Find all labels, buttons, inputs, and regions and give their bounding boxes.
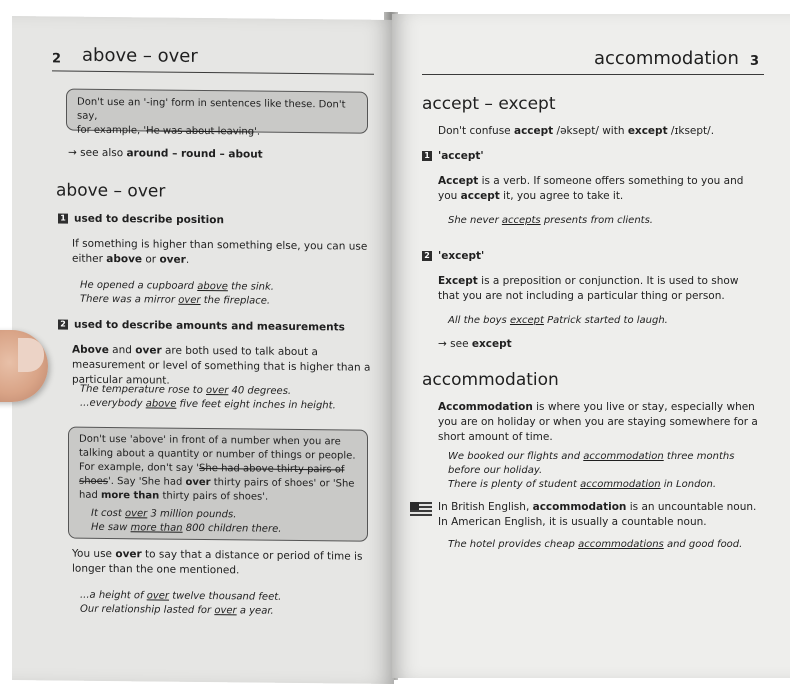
right-page	[392, 14, 790, 678]
body-text	[438, 174, 758, 204]
text: in London.	[660, 479, 717, 490]
keyword: accommodation	[583, 451, 664, 462]
note-text: Don't use 'above' in front of a number when you are talking about a quantity or number of things or people. For example, don't say '	[79, 433, 356, 474]
keyword: accept	[460, 190, 500, 202]
text: and good food.	[663, 539, 743, 550]
text: Don't confuse	[438, 125, 514, 137]
text: it, you agree to take it.	[499, 190, 624, 202]
text: The temperature rose to	[80, 383, 207, 397]
arrow-icon: →	[68, 146, 77, 159]
text: or	[142, 253, 160, 266]
text: is a preposition or conjunction. It is used to show that you are not including a particular thing or person.	[438, 275, 739, 302]
text: the fireplace.	[200, 294, 271, 307]
see-also-label: see also	[80, 146, 127, 160]
keyword: accept	[513, 125, 554, 137]
entry-heading: above – over	[56, 180, 166, 202]
entry-heading: accept – except	[422, 94, 556, 114]
header-rule	[52, 70, 374, 74]
regional-note	[438, 500, 768, 530]
note-text: thirty pairs of shoes' or 'She had	[79, 477, 355, 501]
keyword: over	[178, 294, 201, 306]
text: All the boys	[448, 315, 510, 326]
header-rule	[422, 74, 764, 75]
page-number: 2	[52, 51, 62, 67]
keyword: except	[509, 315, 544, 326]
body-text	[438, 400, 764, 445]
us-flag-icon	[410, 502, 432, 516]
text: It cost	[91, 507, 125, 520]
example	[448, 314, 668, 328]
text: /ɪksept/.	[667, 125, 715, 137]
keyword: Above	[72, 343, 109, 357]
text: 40 degrees.	[228, 385, 292, 397]
text: In American English, it is usually a countable noun.	[438, 516, 707, 528]
text: You use	[72, 547, 116, 561]
note-text: for example, '	[77, 124, 147, 137]
text: are both used to talk about a measurement or level of something that is higher than a particular amount.	[72, 344, 371, 387]
example	[448, 450, 758, 492]
section-heading	[58, 318, 345, 333]
text: We booked our flights and	[448, 451, 584, 462]
text: the sink.	[227, 281, 274, 293]
keyword: above	[197, 280, 228, 293]
note-text: '.	[254, 126, 261, 138]
text: is a verb. If someone offers something to you and you	[438, 175, 744, 202]
text: /əksept/ with	[553, 125, 628, 137]
text: Patrick started to laugh.	[543, 315, 668, 326]
wrong-example: He was about leaving	[146, 125, 255, 138]
keyword: Accommodation	[438, 401, 533, 413]
example	[80, 279, 370, 310]
keyword: over	[146, 590, 170, 602]
see-also-link[interactable]: around – round – about	[126, 147, 263, 161]
keyword: above	[145, 398, 177, 410]
keyword: accommodation	[532, 501, 627, 513]
text: She never	[448, 215, 502, 226]
example	[80, 383, 370, 414]
text: There is plenty of student	[448, 479, 581, 490]
body-text	[72, 547, 382, 580]
see-also[interactable]	[68, 147, 263, 161]
note-text: thirty pairs of shoes'.	[159, 490, 269, 503]
example	[448, 538, 742, 552]
keyword: over	[124, 508, 148, 520]
text: ...everybody	[80, 397, 146, 410]
text: Our relationship lasted for	[80, 603, 215, 617]
note-text: '. Say 'She had	[108, 476, 186, 488]
section-number: 1	[422, 151, 432, 161]
see-also-link[interactable]: except	[471, 338, 512, 350]
text: five feet eight inches in height.	[176, 398, 336, 412]
text: If something is higher than something else, you can use either	[72, 237, 368, 265]
text: twelve thousand feet.	[169, 590, 282, 603]
text: The hotel provides cheap	[448, 539, 579, 550]
text: He saw	[91, 521, 131, 534]
keyword: Except	[438, 275, 478, 287]
example	[91, 507, 357, 538]
section-number: 2	[58, 319, 68, 329]
text: 3 million pounds.	[147, 508, 237, 521]
note-text: Don't use an '-ing' form in sentences like these. Don't say,	[77, 96, 346, 122]
section-number: 1	[58, 213, 68, 223]
text: and	[108, 344, 136, 357]
text: presents from clients.	[540, 215, 653, 226]
wrong-example: She had above thirty pairs of shoes	[79, 462, 345, 488]
text: There was a mirror	[80, 293, 179, 306]
section-heading	[422, 150, 484, 162]
text: 800 children there.	[182, 522, 282, 535]
section-title: used to describe amounts and measurements	[74, 318, 345, 334]
keyword: more than	[130, 522, 183, 534]
text: a year.	[236, 605, 274, 617]
text: .	[185, 253, 190, 266]
entry-heading: accommodation	[422, 370, 559, 390]
keyword: accommodation	[580, 479, 661, 490]
keyword: except	[627, 125, 668, 137]
keyword: over	[185, 476, 211, 489]
section-heading	[422, 250, 484, 262]
section-number: 2	[422, 251, 432, 261]
text: is where you live or stay, especially when you are on holiday or when you are staying somewhere for a short amount of time.	[438, 401, 758, 443]
see-also-label: see	[450, 338, 472, 350]
keyword: above	[106, 252, 143, 266]
arrow-icon: →	[438, 338, 447, 350]
keyword: accommodations	[578, 539, 664, 550]
section-heading	[58, 212, 224, 226]
section-title: used to describe position	[74, 212, 224, 227]
example	[448, 214, 653, 228]
left-page	[12, 16, 394, 684]
keyword: over	[115, 548, 142, 561]
keyword: Accept	[438, 175, 479, 187]
body-text	[438, 274, 758, 304]
see-also[interactable]	[438, 338, 512, 350]
body-text	[438, 124, 714, 139]
text: is an uncountable noun.	[626, 501, 757, 513]
running-header: accommodation	[594, 48, 739, 69]
keyword: over	[206, 385, 229, 397]
example	[80, 589, 370, 620]
section-title: 'except'	[438, 250, 485, 262]
keyword: over	[159, 253, 186, 266]
text: In British English,	[438, 501, 533, 513]
usage-note	[66, 89, 368, 138]
keyword: over	[135, 344, 162, 357]
text: He opened a cupboard	[80, 279, 198, 292]
keyword: accepts	[501, 215, 541, 226]
body-text	[72, 237, 372, 270]
text: to say that a distance or period of time is longer than the one mentioned.	[72, 548, 363, 577]
text: three months before our holiday.	[448, 451, 735, 476]
keyword: over	[214, 605, 237, 617]
text: ...a height of	[80, 589, 147, 602]
section-title: 'accept'	[438, 150, 484, 162]
page-number: 3	[750, 54, 760, 69]
keyword: more than	[101, 489, 160, 502]
running-header: above – over	[82, 44, 198, 67]
usage-note	[68, 427, 368, 542]
